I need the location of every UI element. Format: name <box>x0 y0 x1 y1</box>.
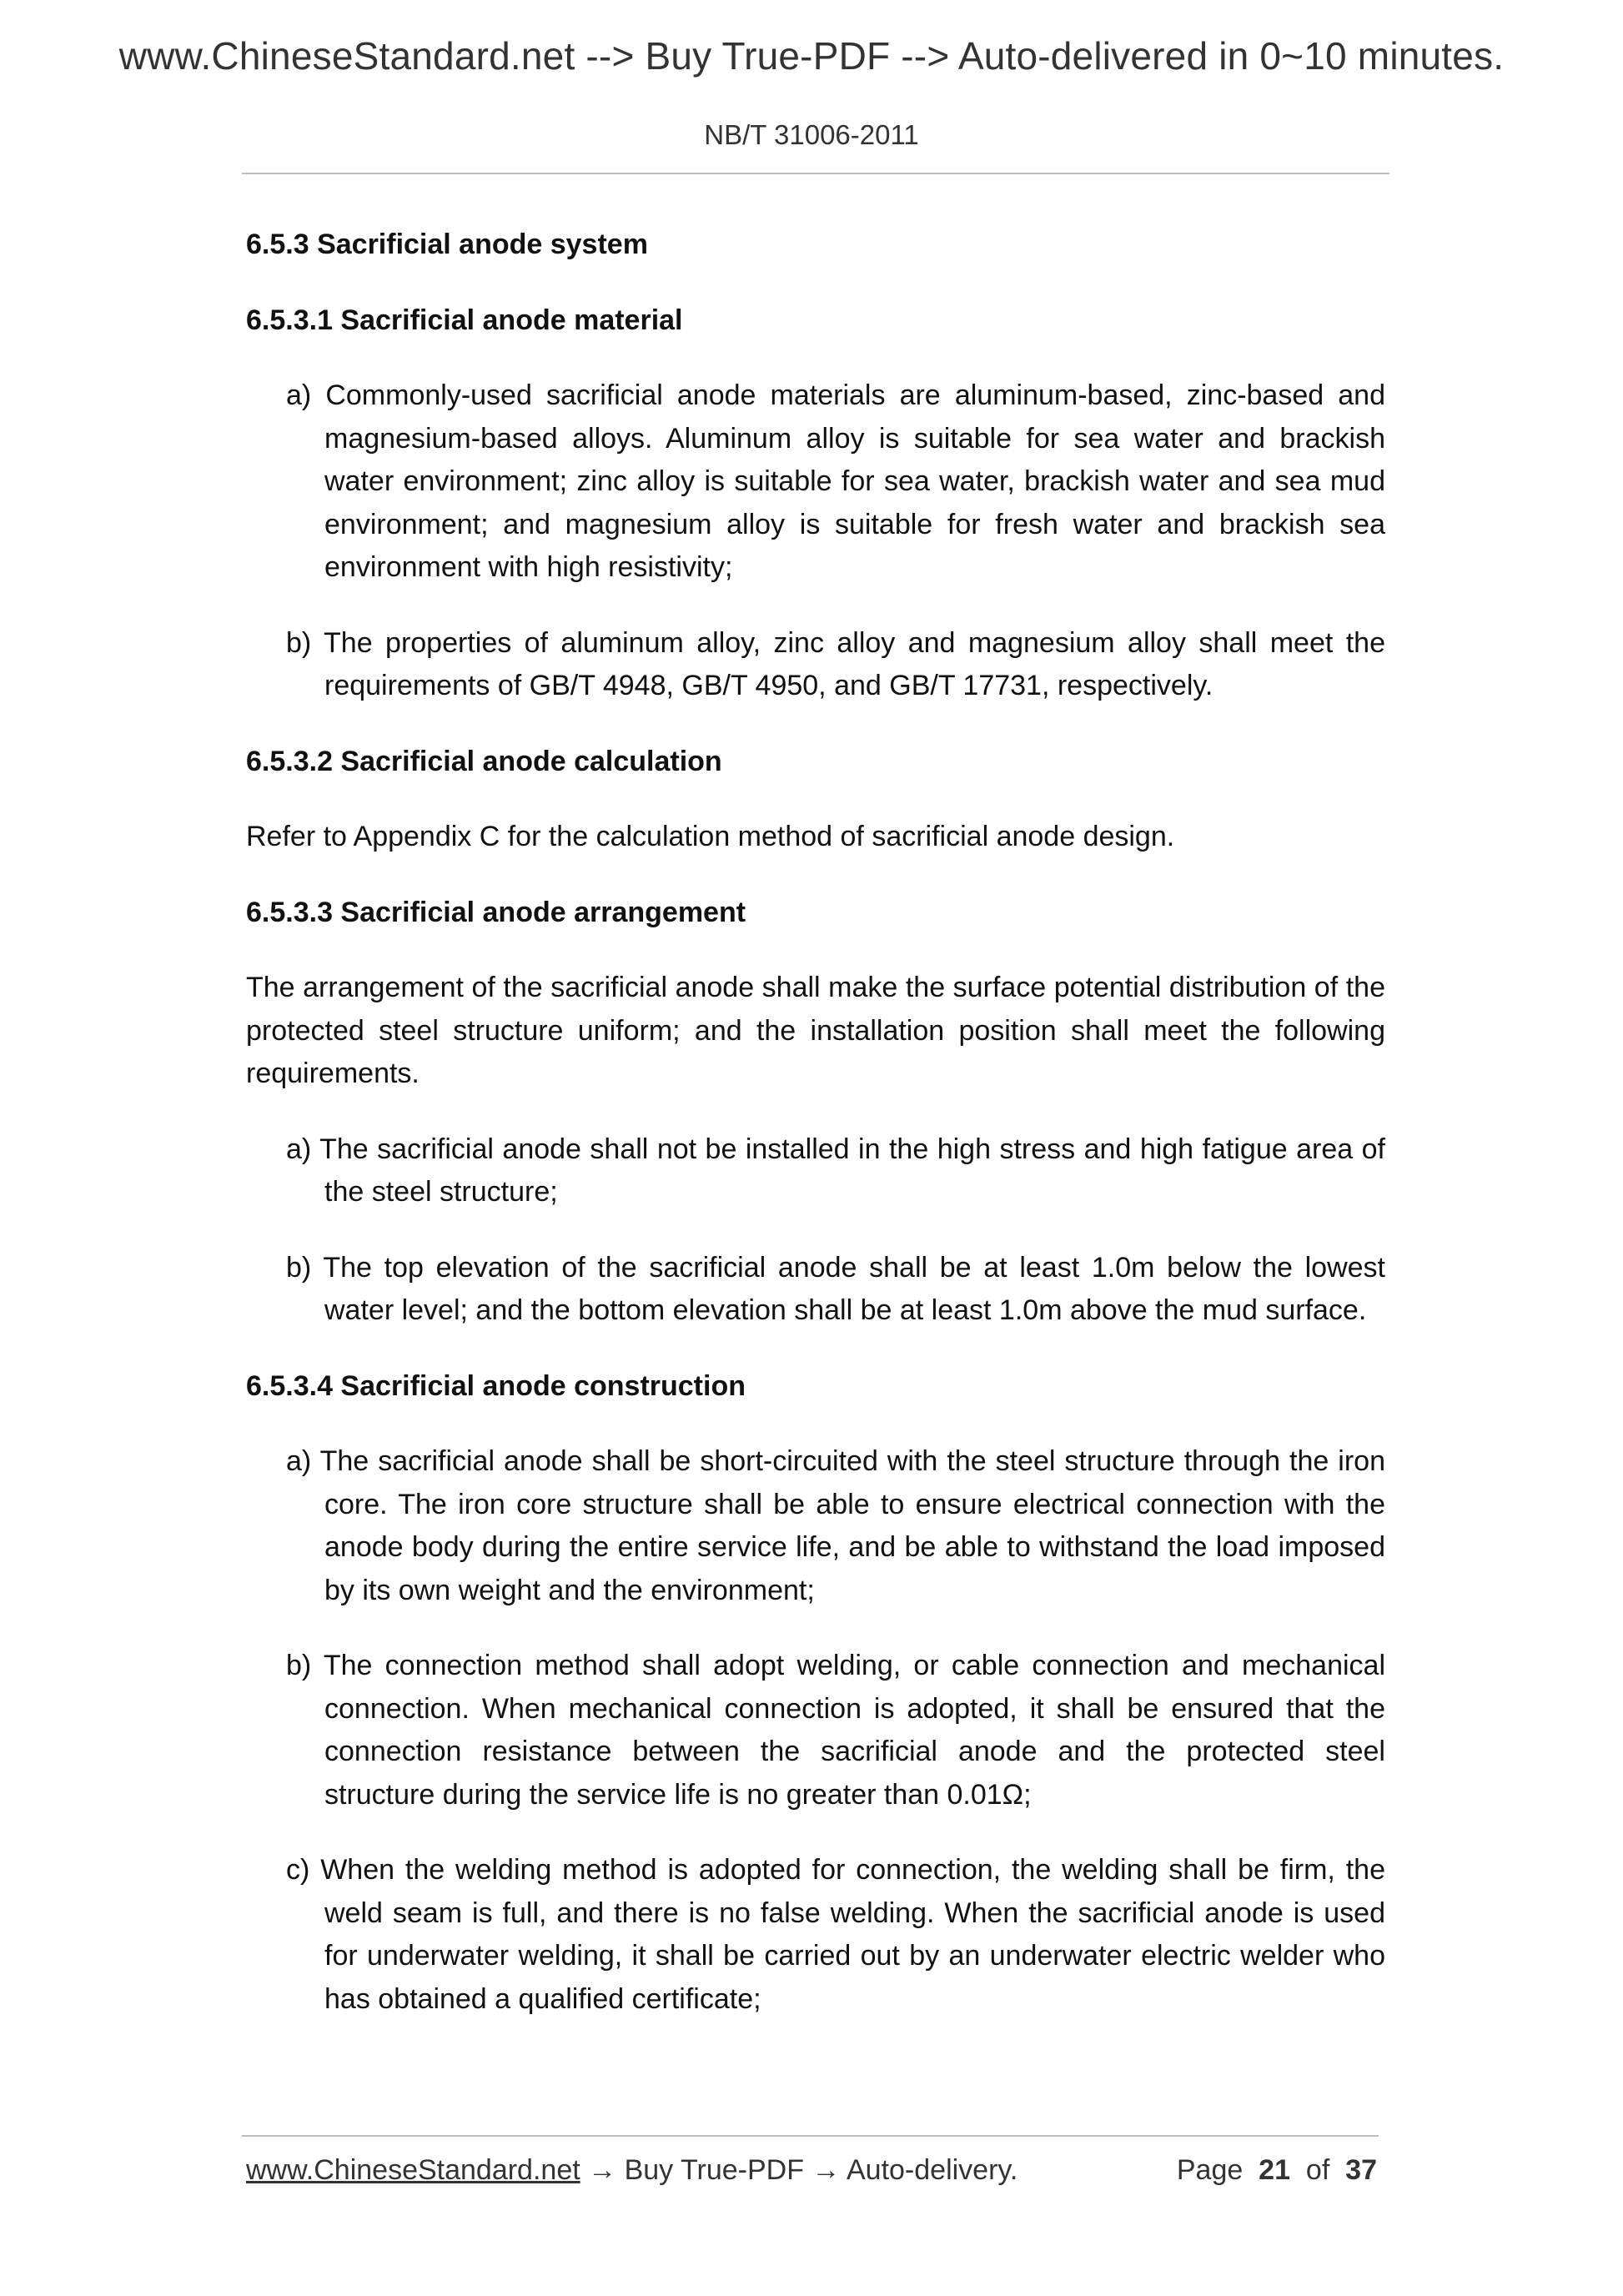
document-body <box>246 224 1385 2053</box>
section-heading-6-5-3: 6.5.3 Sacrificial anode system <box>246 229 648 260</box>
list-item-construction-b: b) The connection method shall adopt welding, or cable connection and mechanical connection. When mechanical connection is adopted, it shall be ensured that the connection resistance between the sacrificial anode and the protected steel structure during the service life is no greater than 0.01Ω; <box>286 1650 1385 1811</box>
header-divider <box>242 173 1389 174</box>
section-heading-6-5-3-2: 6.5.3.2 Sacrificial anode calculation <box>246 745 722 777</box>
total-pages: 37 <box>1345 2154 1377 2186</box>
footer-divider <box>242 2135 1379 2137</box>
page-label: Page <box>1176 2154 1244 2186</box>
list-item-material-b: b) The properties of aluminum alloy, zinc alloy and magnesium alloy shall meet the requirements of GB/T 4948, GB/T 4950, and GB/T 17731, respectively. <box>286 626 1385 701</box>
paragraph-arrangement: The arrangement of the sacrificial anode shall make the surface potential distribution of the protected steel structure uniform; and the installation position shall meet the following requirements. <box>246 972 1385 1089</box>
footer-tagline: → Buy True-PDF → Auto-delivery. <box>580 2154 1018 2186</box>
page-number: 21 <box>1259 2154 1290 2186</box>
list-item-construction-a: a) The sacrificial anode shall be short-circuited with the steel structure through the iron core. The iron core structure shall be able to ensure electrical connection with the anode body during the entire service life, and be able to withstand the load imposed by its own weight and the environment; <box>286 1445 1385 1606</box>
section-heading-6-5-3-3: 6.5.3.3 Sacrificial anode arrangement <box>246 896 746 928</box>
section-heading-6-5-3-1: 6.5.3.1 Sacrificial anode material <box>246 304 683 336</box>
page-footer <box>246 2154 1377 2187</box>
list-item-construction-c: c) When the welding method is adopted for connection, the welding shall be firm, the weld seam is full, and there is no false welding. When the sacrificial anode is used for underwater welding, it shall be carried out by an underwater electric welder who has obtained a qualified certificate; <box>286 1854 1385 2015</box>
section-heading-6-5-3-4: 6.5.3.4 Sacrificial anode construction <box>246 1369 746 1402</box>
footer-site-link[interactable]: www.ChineseStandard.net <box>246 2154 580 2186</box>
page-indicator <box>1177 2154 1377 2187</box>
standard-number: NB/T 31006-2011 <box>704 119 919 150</box>
of-label: of <box>1305 2154 1330 2186</box>
site-banner: www.ChineseStandard.net --> Buy True-PDF --> Auto-delivered in 0~10 minutes. <box>118 34 1505 78</box>
list-item-material-a: a) Commonly-used sacrificial anode materials are aluminum-based, zinc-based and magnesium-based alloys. Aluminum alloy is suitable for sea water and brackish water environment; zinc alloy is suitable for sea water, brackish water and sea mud environment; and magnesium alloy is suitable for fresh water and brackish sea environment with high resistivity; <box>286 379 1385 583</box>
list-item-arrangement-a: a) The sacrificial anode shall not be installed in the high stress and high fatigue area of the steel structure; <box>286 1133 1385 1208</box>
paragraph-calculation: Refer to Appendix C for the calculation method of sacrificial anode design. <box>246 821 1175 852</box>
list-item-arrangement-b: b) The top elevation of the sacrificial anode shall be at least 1.0m below the lowest water level; and the bottom elevation shall be at least 1.0m above the mud surface. <box>286 1251 1385 1326</box>
